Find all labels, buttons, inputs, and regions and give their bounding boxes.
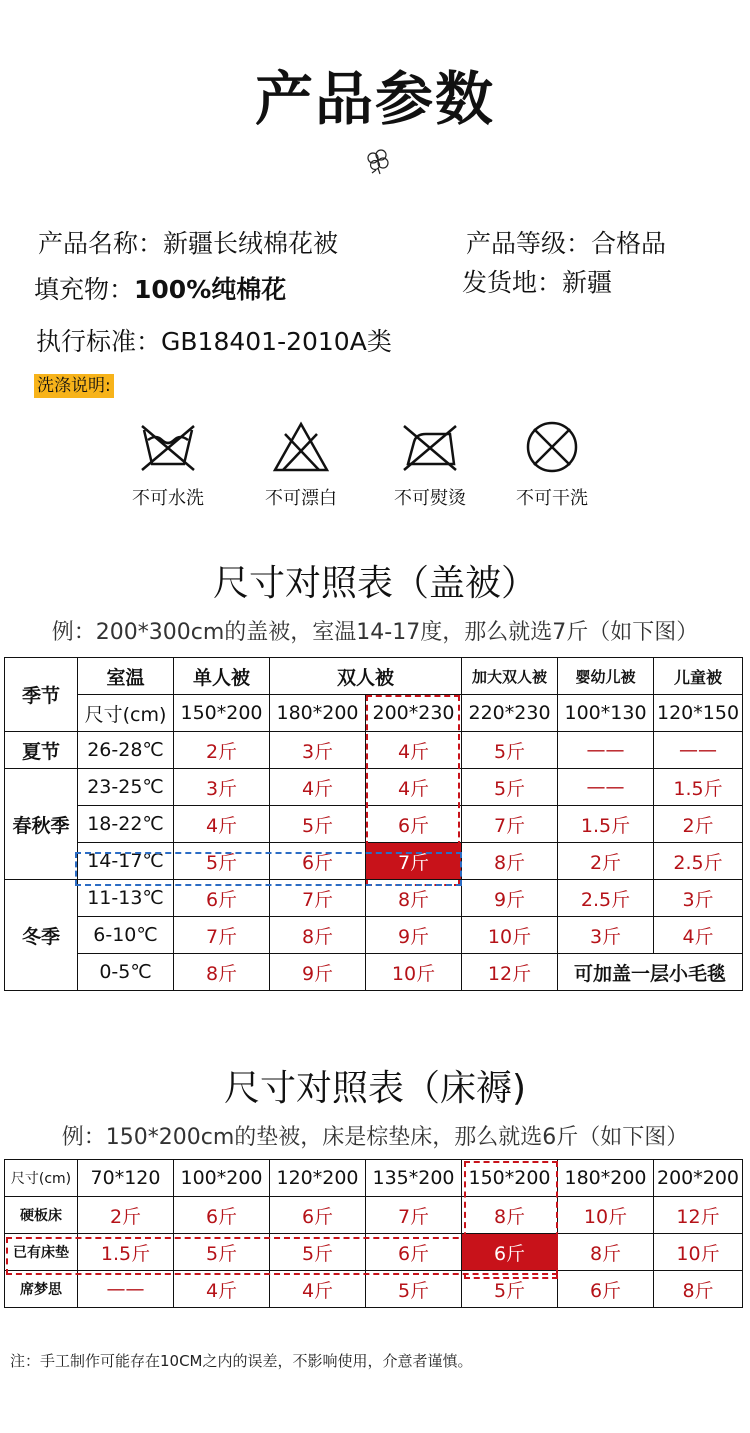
page-title: 产品参数	[254, 65, 495, 133]
weight-cell: 4斤	[366, 732, 462, 769]
weight-cell: 12斤	[462, 954, 558, 991]
season-cell: 春秋季	[5, 769, 78, 880]
weight-cell: 1.5斤	[558, 806, 654, 843]
weight-cell: 2斤	[174, 732, 270, 769]
size-cell: 220*230	[462, 695, 558, 732]
no-bleach-icon	[271, 420, 331, 474]
temp-cell: 26-28℃	[78, 732, 174, 769]
weight-cell: 4斤	[270, 769, 366, 806]
weight-cell: 8斤	[654, 1271, 743, 1308]
highlighted-weight-cell: 7斤	[366, 843, 462, 880]
weight-cell: 9斤	[270, 954, 366, 991]
weight-cell: ——	[558, 769, 654, 806]
weight-cell: 5斤	[462, 732, 558, 769]
mattress-table-title: 尺寸对照表（床褥)	[223, 1068, 527, 1109]
highlight-row-frame	[75, 852, 462, 886]
season-cell: 冬季	[5, 880, 78, 991]
product-grade: 产品等级：合格品	[466, 229, 667, 258]
group-single: 单人被	[174, 658, 270, 695]
weight-cell: 2斤	[558, 843, 654, 880]
care-item-no-dry-clean: 不可干洗	[504, 420, 600, 510]
no-wash-icon	[138, 420, 198, 474]
weight-cell: 4斤	[174, 1271, 270, 1308]
highlighted-weight-cell: 6斤	[462, 1234, 558, 1271]
temp-cell: 0-5℃	[78, 954, 174, 991]
size-cell: 100*200	[174, 1160, 270, 1197]
weight-cell: 1.5斤	[654, 769, 743, 806]
temp-cell: 23-25℃	[78, 769, 174, 806]
product-origin: 发货地：新疆	[462, 268, 613, 297]
care-item-no-wash: 不可水洗	[120, 420, 216, 510]
weight-cell: ——	[558, 732, 654, 769]
weight-cell: 5斤	[270, 806, 366, 843]
bed-type-cell: 已有床垫	[5, 1234, 78, 1271]
mattress-table-example: 例：150*200cm的垫被，床是棕垫床，那么就选6斤（如下图）	[61, 1125, 689, 1150]
table-row	[5, 1197, 743, 1234]
weight-cell: 2斤	[78, 1197, 174, 1234]
no-iron-icon	[400, 420, 460, 474]
weight-cell: 10斤	[558, 1197, 654, 1234]
temp-cell: 6-10℃	[78, 917, 174, 954]
weight-cell: 9斤	[462, 880, 558, 917]
table-row	[5, 954, 743, 991]
blanket-note-cell: 可加盖一层小毛毯	[558, 954, 743, 991]
weight-cell: 6斤	[174, 880, 270, 917]
weight-cell: 4斤	[654, 917, 743, 954]
group-king: 加大双人被	[462, 658, 558, 695]
group-child: 儿童被	[654, 658, 743, 695]
table-row	[5, 658, 743, 695]
product-standard: 执行标准：GB18401-2010A类	[36, 327, 392, 356]
size-cell: 135*200	[366, 1160, 462, 1197]
care-item-no-iron: 不可熨烫	[382, 420, 478, 510]
table-row	[5, 1271, 743, 1308]
size-cell: 200*230	[366, 695, 462, 732]
care-item-no-bleach: 不可漂白	[253, 420, 349, 510]
weight-cell: 5斤	[462, 1271, 558, 1308]
weight-cell: 6斤	[270, 1197, 366, 1234]
bed-type-cell: 硬板床	[5, 1197, 78, 1234]
group-infant: 婴幼儿被	[558, 658, 654, 695]
season-cell: 夏节	[5, 732, 78, 769]
size-cell: 120*200	[270, 1160, 366, 1197]
weight-cell: 7斤	[366, 1197, 462, 1234]
quilt-table-title: 尺寸对照表（盖被）	[212, 563, 537, 604]
weight-cell: 5斤	[174, 843, 270, 880]
weight-cell: 7斤	[174, 917, 270, 954]
weight-cell: ——	[78, 1271, 174, 1308]
size-header: 尺寸(cm)	[78, 695, 174, 732]
weight-cell: 2.5斤	[558, 880, 654, 917]
weight-cell: 5斤	[462, 769, 558, 806]
weight-cell: 6斤	[366, 806, 462, 843]
weight-cell: 2.5斤	[654, 843, 743, 880]
weight-cell: 3斤	[174, 769, 270, 806]
weight-cell: 5斤	[174, 1234, 270, 1271]
weight-cell: 6斤	[270, 843, 366, 880]
weight-cell: 3斤	[654, 880, 743, 917]
weight-cell: 8斤	[174, 954, 270, 991]
table-row	[5, 1160, 743, 1197]
weight-cell: 8斤	[462, 843, 558, 880]
footnote: 注：手工制作可能存在10CM之内的误差，不影响使用，介意者谨慎。	[10, 1352, 473, 1370]
weight-cell: 12斤	[654, 1197, 743, 1234]
weight-cell: 8斤	[462, 1197, 558, 1234]
weight-cell: 9斤	[366, 917, 462, 954]
size-cell: 200*200	[654, 1160, 743, 1197]
size-cell: 180*200	[558, 1160, 654, 1197]
weight-cell: 5斤	[270, 1234, 366, 1271]
temp-header: 室温	[78, 658, 174, 695]
weight-cell: 6斤	[366, 1234, 462, 1271]
weight-cell: 1.5斤	[78, 1234, 174, 1271]
size-cell: 150*200	[462, 1160, 558, 1197]
weight-cell: ——	[654, 732, 743, 769]
weight-cell: 8斤	[366, 880, 462, 917]
size-cell: 180*200	[270, 695, 366, 732]
product-name: 产品名称：新疆长绒棉花被	[38, 229, 339, 258]
size-header: 尺寸(cm)	[5, 1160, 78, 1197]
weight-cell: 4斤	[270, 1271, 366, 1308]
weight-cell: 3斤	[270, 732, 366, 769]
no-dry-clean-icon	[522, 420, 582, 474]
size-cell: 100*130	[558, 695, 654, 732]
season-header: 季节	[5, 658, 78, 732]
weight-cell: 5斤	[366, 1271, 462, 1308]
weight-cell: 8斤	[558, 1234, 654, 1271]
table-row	[5, 917, 743, 954]
size-cell: 70*120	[78, 1160, 174, 1197]
mattress-size-table	[4, 1159, 743, 1308]
cotton-flower-icon	[363, 146, 393, 176]
product-filling: 填充物：100%纯棉花	[34, 275, 287, 304]
weight-cell: 10斤	[462, 917, 558, 954]
weight-cell: 8斤	[270, 917, 366, 954]
temp-cell: 14-17℃	[78, 843, 174, 880]
highlight-row-frame	[6, 1237, 558, 1275]
group-double: 双人被	[270, 658, 462, 695]
weight-cell: 4斤	[174, 806, 270, 843]
weight-cell: 4斤	[366, 769, 462, 806]
weight-cell: 3斤	[558, 917, 654, 954]
weight-cell: 7斤	[270, 880, 366, 917]
quilt-table-example: 例：200*300cm的盖被，室温14-17度，那么就选7斤（如下图）	[51, 620, 699, 645]
temp-cell: 18-22℃	[78, 806, 174, 843]
weight-cell: 2斤	[654, 806, 743, 843]
weight-cell: 6斤	[558, 1271, 654, 1308]
weight-cell: 10斤	[654, 1234, 743, 1271]
weight-cell: 10斤	[366, 954, 462, 991]
weight-cell: 7斤	[462, 806, 558, 843]
bed-type-cell: 席梦思	[5, 1271, 78, 1308]
size-cell: 120*150	[654, 695, 743, 732]
weight-cell: 6斤	[174, 1197, 270, 1234]
wash-instructions-tag: 洗涤说明:	[34, 374, 114, 398]
size-cell: 150*200	[174, 695, 270, 732]
temp-cell: 11-13℃	[78, 880, 174, 917]
